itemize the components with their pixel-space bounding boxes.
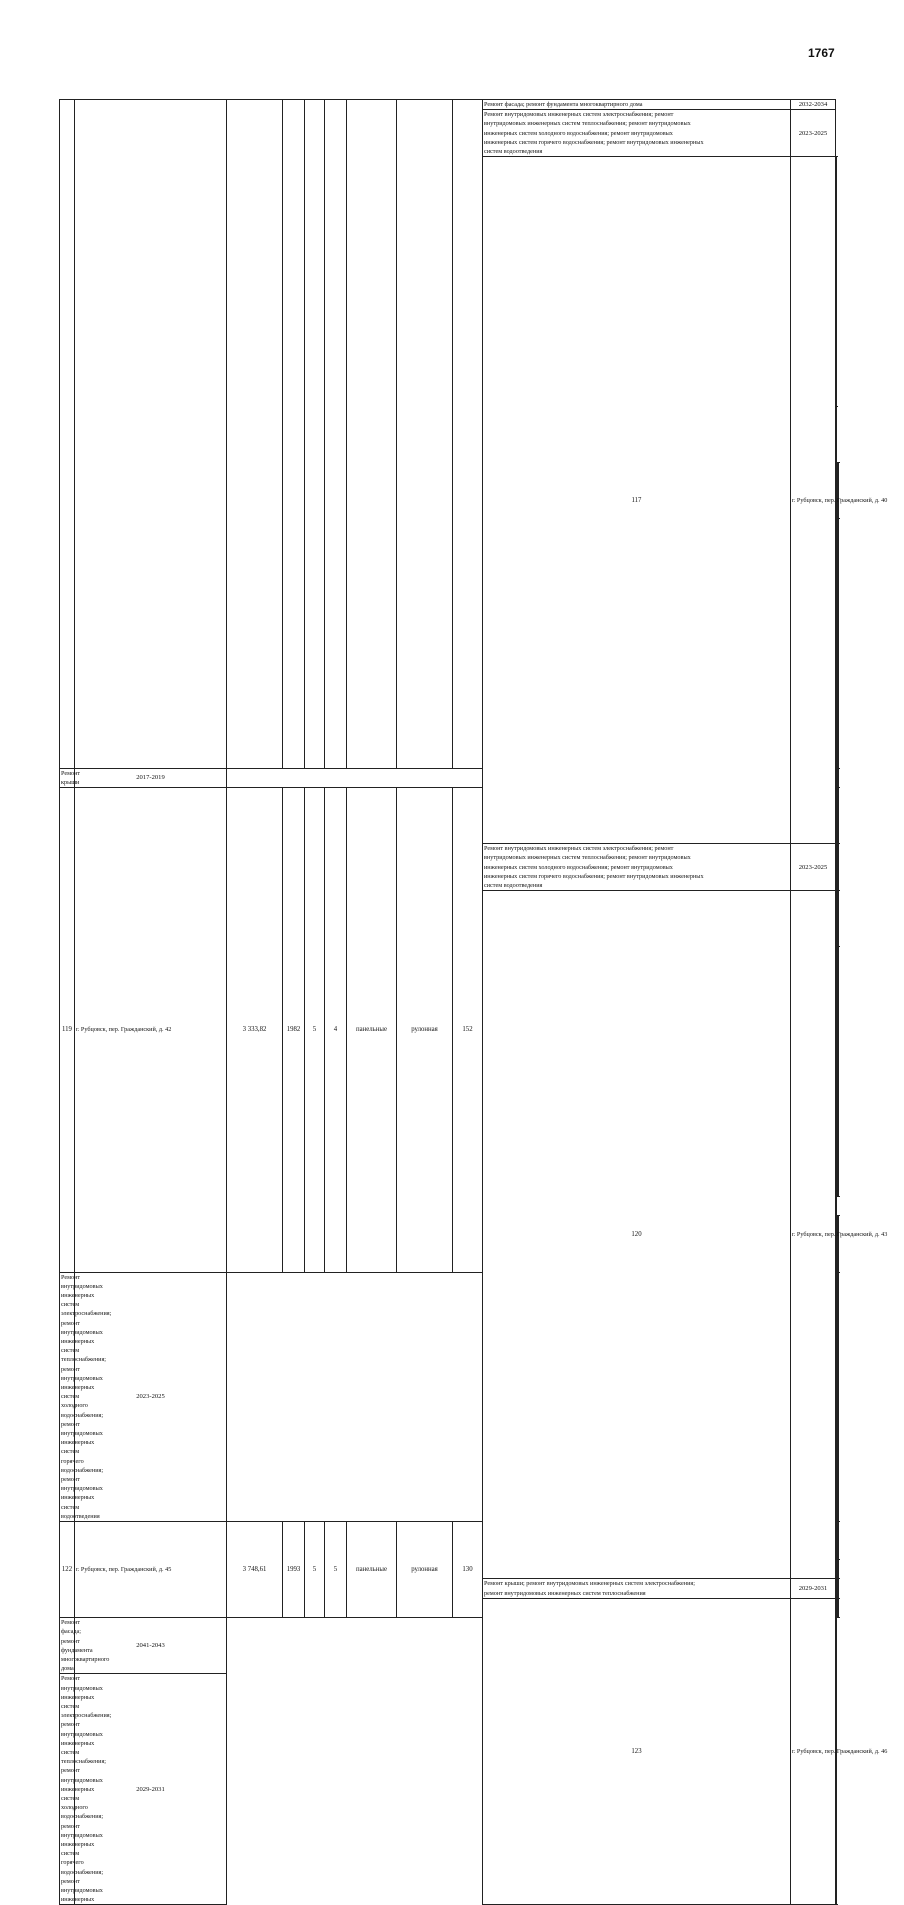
work-line: инженерных систем горячего водоснабжения; ремонт внутридомовых инженерных — [484, 138, 789, 147]
work-line: инженерных систем горячего водоснабжения; ремонт внутридомовых инженерных — [484, 872, 789, 881]
house-address: г. Рубцовск, пер. Гражданский, д. 40 — [791, 157, 836, 844]
empty-cell — [227, 100, 283, 769]
work-line: Ремонт внутридомовых инженерных систем электроснабжения; ремонт — [484, 844, 789, 853]
house-address: г. Рубцовск, пер. Гражданский, д. 46 — [791, 1598, 836, 1905]
wall-material: панельные — [347, 788, 397, 1273]
work-line: инженерных систем холодного водоснабжения; ремонт внутридомовых — [484, 129, 789, 138]
work-line: систем водоотведения — [61, 1503, 73, 1521]
roof-type: рулонная — [397, 1522, 453, 1618]
build-year: 1993 — [283, 1522, 305, 1618]
work-period: 2023-2025 — [791, 110, 836, 157]
floors-count: 5 — [305, 1522, 325, 1618]
work-line: инженерных систем горячего водоснабжения; ремонт внутридомовых инженерных — [61, 1840, 73, 1904]
row-number: 117 — [483, 157, 791, 844]
work-line: Ремонт крыши; ремонт внутридомовых инженерных систем электроснабжения; — [484, 1579, 789, 1588]
empty-cell — [60, 100, 75, 769]
work-description — [60, 768, 75, 787]
work-period: 2017-2019 — [75, 768, 227, 787]
work-period: 2029-2031 — [791, 1579, 836, 1598]
work-description — [483, 100, 791, 110]
empty-cell — [75, 100, 227, 769]
work-line: инженерных систем холодного водоснабжения; ремонт внутридомовых — [61, 1785, 73, 1840]
work-line: внутридомовых инженерных систем теплоснабжения; ремонт внутридомовых — [484, 853, 789, 862]
house-area: 3 333,82 — [227, 788, 283, 1273]
house-address: г. Рубцовск, пер. Гражданский, д. 45 — [75, 1522, 227, 1618]
work-description — [483, 1579, 791, 1598]
work-line: Ремонт фасада; ремонт фундамента многоквартирного дома — [61, 1618, 73, 1673]
work-description — [60, 1618, 75, 1674]
work-description — [60, 1272, 75, 1521]
page-number: 1767 — [808, 46, 835, 60]
residents-count: 130 — [453, 1522, 483, 1618]
work-line: внутридомовых инженерных систем теплоснабжения; ремонт внутридомовых — [61, 1730, 73, 1785]
entrances-count: 5 — [325, 1522, 347, 1618]
row-number: 120 — [483, 891, 791, 1579]
residents-count: 152 — [453, 788, 483, 1273]
row-number: 122 — [60, 1522, 75, 1618]
row-number: 123 — [483, 1598, 791, 1905]
wall-material: панельные — [347, 1522, 397, 1618]
work-description — [60, 1674, 75, 1905]
empty-cell — [325, 100, 347, 769]
work-line: внутридомовых инженерных систем теплоснабжения; ремонт внутридомовых — [484, 119, 789, 128]
empty-cell — [347, 100, 397, 769]
work-line: Ремонт внутридомовых инженерных систем электроснабжения; ремонт — [61, 1273, 73, 1328]
work-period: 2023-2025 — [75, 1272, 227, 1521]
build-year: 1982 — [283, 788, 305, 1273]
house-address: г. Рубцовск, пер. Гражданский, д. 43 — [791, 891, 836, 1579]
work-line: Ремонт внутридомовых инженерных систем электроснабжения; ремонт — [61, 1674, 73, 1729]
work-line: Ремонт крыши — [61, 769, 73, 787]
work-line: Ремонт фасада; ремонт фундамента многоквартирного дома — [484, 100, 789, 109]
work-period: 2029-2031 — [75, 1674, 227, 1905]
house-area: 3 748,61 — [227, 1522, 283, 1618]
house-address: г. Рубцовск, пер. Гражданский, д. 42 — [75, 788, 227, 1273]
row-number: 119 — [60, 788, 75, 1273]
work-line: систем водоотведения — [484, 881, 789, 890]
work-line: систем водоотведения — [484, 147, 789, 156]
work-line: внутридомовых инженерных систем теплоснабжения; ремонт внутридомовых — [61, 1328, 73, 1383]
empty-cell — [305, 100, 325, 769]
empty-cell — [453, 100, 483, 769]
work-period: 2023-2025 — [791, 844, 836, 891]
floors-count: 5 — [305, 788, 325, 1273]
work-period: 2032-2034 — [791, 100, 836, 110]
entrances-count: 4 — [325, 788, 347, 1273]
capital-repair-table — [59, 99, 839, 1905]
work-description — [483, 110, 791, 157]
roof-type: рулонная — [397, 788, 453, 1273]
work-description — [483, 844, 791, 891]
work-line: инженерных систем горячего водоснабжения; ремонт внутридомовых инженерных — [61, 1438, 73, 1502]
work-line: Ремонт внутридомовых инженерных систем электроснабжения; ремонт — [484, 110, 789, 119]
table-body — [60, 100, 839, 1905]
table-row — [60, 100, 839, 110]
work-line: ремонт внутридомовых инженерных систем теплоснабжения — [484, 1589, 789, 1598]
empty-cell — [397, 100, 453, 769]
work-line: инженерных систем холодного водоснабжения; ремонт внутридомовых — [484, 863, 789, 872]
empty-cell — [283, 100, 305, 769]
work-line: инженерных систем холодного водоснабжения; ремонт внутридомовых — [61, 1383, 73, 1438]
work-period: 2041-2043 — [75, 1618, 227, 1674]
